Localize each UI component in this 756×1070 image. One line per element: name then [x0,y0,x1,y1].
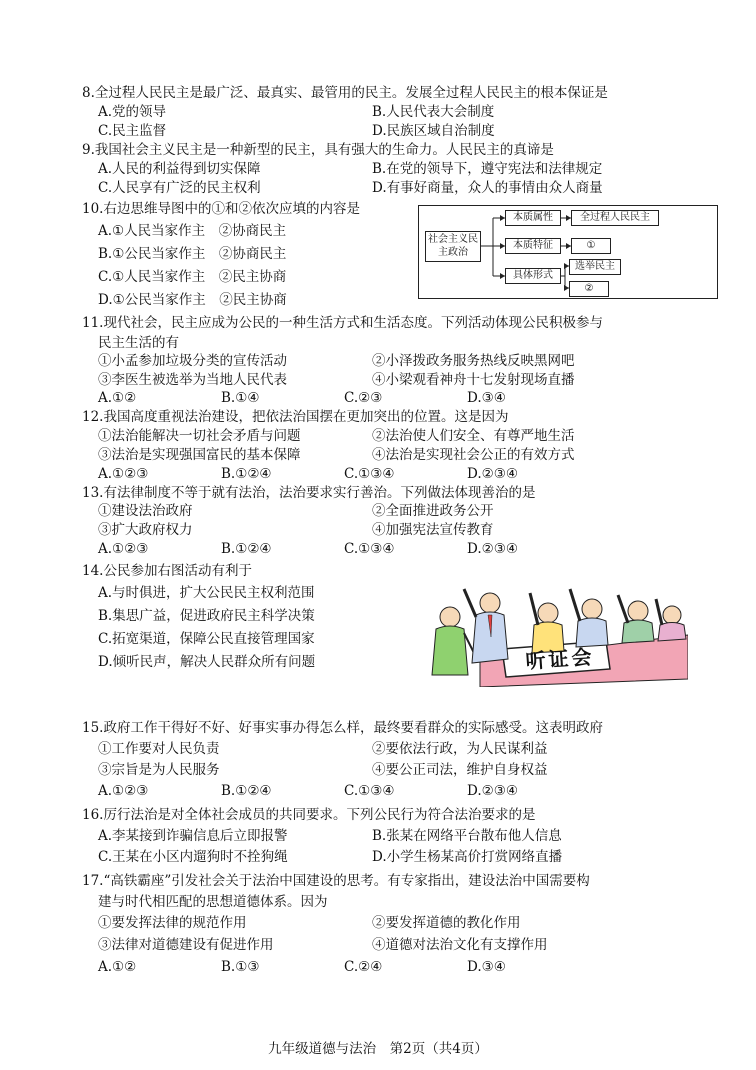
q11-item-3: ③李医生被选举为当地人民代表 [98,372,287,388]
q11-item-4: ④小梁观看神舟十七发射现场直播 [372,372,575,388]
q14-option-a: A.与时俱进，扩大公民民主权利范围 [98,585,315,601]
hearing-sign: 听证会 [524,644,596,674]
q13-choice-d: D.②③④ [467,541,518,557]
q14-option-b: B.集思广益，促进政府民主科学决策 [98,608,315,624]
q17-item-1: ①要发挥法律的规范作用 [98,915,247,931]
q12-item-3: ③法治是实现强国富民的基本保障 [98,447,301,463]
q11-item-2: ②小泽拨政务服务热线反映黑网吧 [372,353,575,369]
mind-map-branch-nature: 本质属性 [505,210,561,226]
q11-choice-b: B.①④ [221,390,260,406]
q17-choice-d: D.③④ [467,959,506,975]
q13-choice-c: C.①③④ [344,541,395,557]
q8-option-c: C.民主监督 [98,123,167,139]
q13-item-2: ②全面推进政务公开 [372,503,494,519]
q10-option-d: D.①公民当家作主 ②民主协商 [98,292,287,308]
q9-option-a: A.人民的利益得到切实保障 [98,161,261,177]
mind-map-blank-2: ② [569,281,609,297]
q8-option-d: D.民族区域自治制度 [372,123,495,139]
mind-map-leaf-whole-process: 全过程人民民主 [571,210,659,226]
q17-choice-c: C.②④ [344,959,383,975]
q15-item-4: ④要公正司法，维护自身权益 [372,762,548,778]
q12-item-4: ④法治是实现社会公正的有效方式 [372,447,575,463]
q14-option-c: C.拓宽渠道，保障公民直接管理国家 [98,631,315,647]
mind-map [418,205,718,299]
q9-option-d: D.有事好商量，众人的事情由众人商量 [372,180,603,196]
q17-choice-b: B.①③ [221,959,260,975]
q11-stem-line-1: 11.现代社会，民主应成为公民的一种生活方式和生活态度。下列活动体现公民积极参与 [82,315,603,331]
q11-choice-c: C.②③ [344,390,383,406]
q13-item-3: ③扩大政府权力 [98,522,193,538]
q12-choice-b: B.①②④ [221,466,272,482]
q12-item-1: ①法治能解决一切社会矛盾与问题 [98,428,301,444]
q17-item-3: ③法律对道德建设有促进作用 [98,937,274,953]
q12-stem: 12.我国高度重视法治建设，把依法治国摆在更加突出的位置。这是因为 [82,409,509,425]
q13-choice-a: A.①②③ [98,541,149,557]
q12-choice-d: D.②③④ [467,466,518,482]
q15-choice-a: A.①②③ [98,783,149,799]
q10-stem: 10.右边思维导图中的①和②依次应填的内容是 [82,201,360,217]
q17-item-2: ②要发挥道德的教化作用 [372,915,521,931]
hearing-cartoon [420,575,688,687]
q11-stem-line-2: 民主生活的有 [98,335,179,351]
q16-stem: 16.厉行法治是对全体社会成员的共同要求。下列公民行为符合法治要求的是 [82,807,536,823]
q17-stem-line-2: 建与时代相匹配的思想道德体系。因为 [98,894,328,910]
q15-item-2: ②要依法行政，为人民谋利益 [372,741,548,757]
q15-item-3: ③宗旨是为人民服务 [98,762,220,778]
q16-option-d: D.小学生杨某高价打赏网络直播 [372,849,563,865]
q10-option-c: C.①人民当家作主 ②民主协商 [98,269,287,285]
q9-option-b: B.在党的领导下，遵守宪法和法律规定 [372,161,603,177]
q9-stem: 9.我国社会主义民主是一种新型的民主，具有强大的生命力。人民民主的真谛是 [82,142,554,158]
q16-option-c: C.王某在小区内遛狗时不拴狗绳 [98,849,288,865]
q17-choice-a: A.①② [98,959,137,975]
q13-item-1: ①建设法治政府 [98,503,193,519]
q16-option-a: A.李某接到诈骗信息后立即报警 [98,828,288,844]
q16-option-b: B.张某在网络平台散布他人信息 [372,828,562,844]
q15-stem: 15.政府工作干得好不好、好事实事办得怎么样，最终要看群众的实际感受。这表明政府 [82,720,603,736]
q9-option-c: C.人民享有广泛的民主权利 [98,180,261,196]
q11-item-1: ①小孟参加垃圾分类的宣传活动 [98,353,287,369]
q10-option-b: B.①公民当家作主 ②协商民主 [98,246,287,262]
mind-map-blank-1: ① [571,238,611,254]
mind-map-root: 社会主义民主政治 [425,231,481,262]
q12-item-2: ②法治使人们安全、有尊严地生活 [372,428,575,444]
q15-choice-b: B.①②④ [221,783,272,799]
mind-map-leaf-election: 选举民主 [569,259,621,275]
mind-map-branch-feature: 本质特征 [505,238,561,254]
q17-stem-line-1: 17.“高铁霸座”引发社会关于法治中国建设的思考。有专家指出，建设法治中国需要构 [82,873,590,889]
q14-stem: 14.公民参加右图活动有利于 [82,563,252,579]
q12-choice-c: C.①③④ [344,466,395,482]
q13-item-4: ④加强宪法宣传教育 [372,522,494,538]
q13-choice-b: B.①②④ [221,541,272,557]
q12-choice-a: A.①②③ [98,466,149,482]
q10-option-a: A.①人民当家作主 ②协商民主 [98,223,287,239]
q11-choice-a: A.①② [98,390,137,406]
q13-stem: 13.有法律制度不等于就有法治，法治要求实行善治。下列做法体现善治的是 [82,485,536,501]
q8-option-b: B.人民代表大会制度 [372,104,495,120]
q8-stem: 8.全过程人民民主是最广泛、最真实、最管用的民主。发展全过程人民民主的根本保证是 [82,85,608,101]
q8-option-a: A.党的领导 [98,104,167,120]
q14-option-d: D.倾听民声，解决人民群众所有问题 [98,654,316,670]
q15-choice-c: C.①③④ [344,783,395,799]
q17-item-4: ④道德对法治文化有支撑作用 [372,937,548,953]
page-footer: 九年级道德与法治 第2页（共4页） [268,1041,488,1057]
q15-choice-d: D.②③④ [467,783,518,799]
q11-choice-d: D.③④ [467,390,506,406]
mind-map-branch-form: 具体形式 [505,268,561,284]
q15-item-1: ①工作要对人民负责 [98,741,220,757]
